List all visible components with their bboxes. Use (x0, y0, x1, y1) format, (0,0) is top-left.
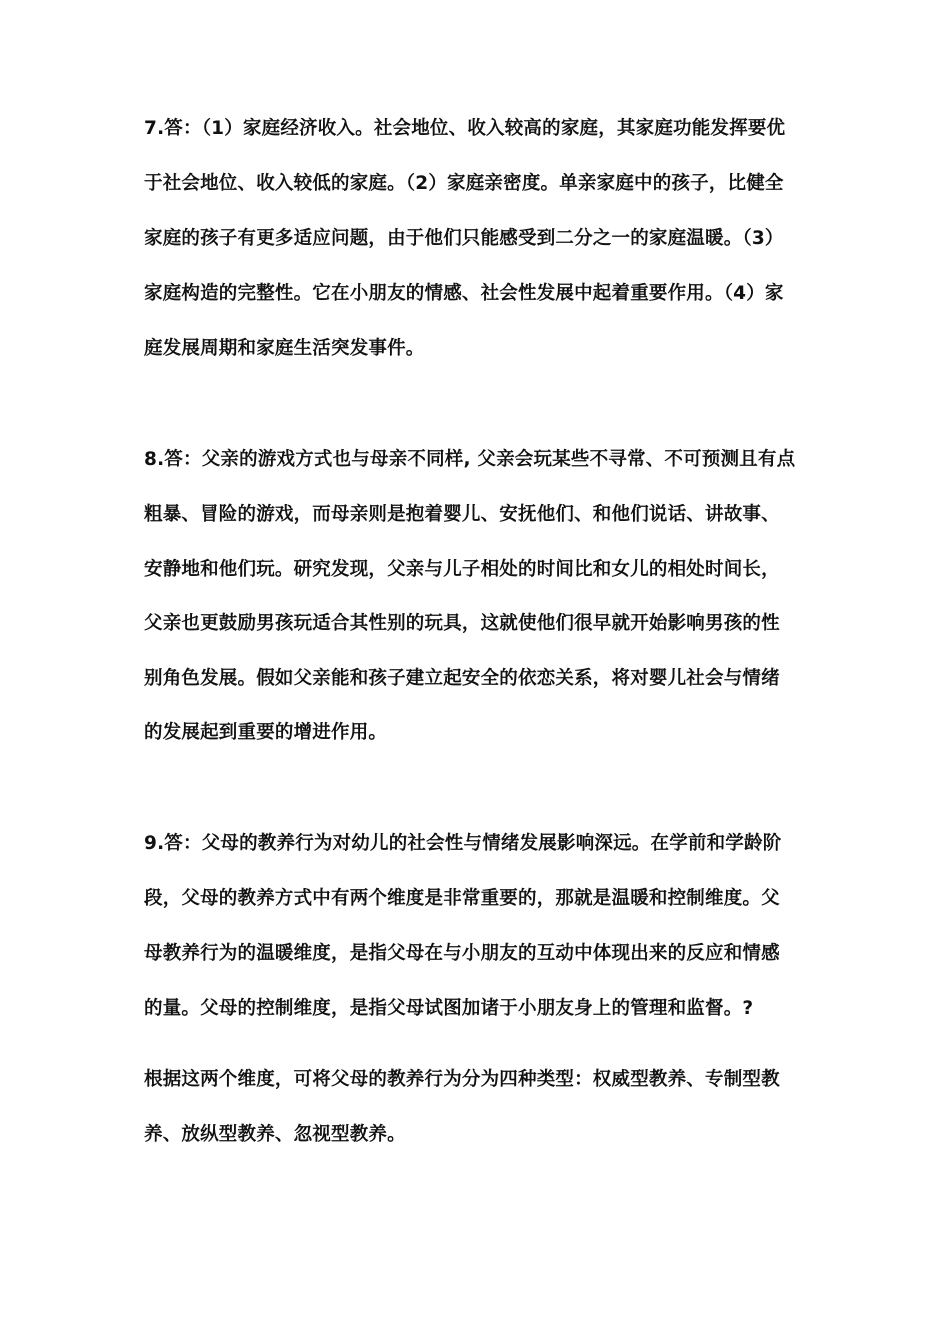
answer-8-line-1: 8.答：父亲的游戏方式也与母亲不同样, 父亲会玩某些不寻常、不可预测且有点 (144, 449, 796, 470)
answer-8-line-6: 的发展起到重要的增进作用。 (144, 722, 388, 743)
answer-9-line-4: 的量。父母的控制维度，是指父母试图加诸于小朋友身上的管理和监督。? (144, 998, 754, 1019)
answer-7-line-5: 庭发展周期和家庭生活突发事件。 (144, 338, 425, 359)
answer-7-line-1: 7.答：（1）家庭经济收入。社会地位、收入较高的家庭，其家庭功能发挥要优 (144, 118, 786, 139)
answer-8-line-5: 别角色发展。假如父亲能和孩子建立起安全的依恋关系，将对婴儿社会与情绪 (144, 668, 780, 689)
answer-7-line-3: 家庭的孩子有更多适应问题，由于他们只能感受到二分之一的家庭温暖。（3） (144, 228, 784, 249)
answer-8-line-2: 粗暴、冒险的游戏，而母亲则是抱着婴儿、安抚他们、和他们说话、讲故事、 (144, 504, 780, 525)
answer-9-line-3: 母教养行为的温暖维度，是指父母在与小朋友的互动中体现出来的反应和情感 (144, 943, 780, 964)
answer-9-line-1: 9.答：父母的教养行为对幼儿的社会性与情绪发展影响深远。在学前和学龄阶 (144, 833, 782, 854)
answer-8-line-4: 父亲也更鼓励男孩玩适合其性别的玩具，这就使他们很早就开始影响男孩的性 (144, 613, 780, 634)
answer-8-line-3: 安静地和他们玩。研究发现，父亲与儿子相处的时间比和女儿的相处时间长， (144, 559, 780, 580)
answer-7-line-2: 于社会地位、收入较低的家庭。（2）家庭亲密度。单亲家庭中的孩子，比健全 (144, 173, 784, 194)
answer-7-line-4: 家庭构造的完整性。它在小朋友的情感、社会性发展中起着重要作用。（4）家 (144, 283, 784, 304)
answer-9-line-5: 根据这两个维度，可将父母的教养行为分为四种类型：权威型教养、专制型教 (144, 1069, 780, 1090)
answer-9-line-6: 养、放纵型教养、忽视型教养。 (144, 1124, 406, 1145)
answer-9-line-2: 段，父母的教养方式中有两个维度是非常重要的，那就是温暖和控制维度。父 (144, 888, 780, 909)
